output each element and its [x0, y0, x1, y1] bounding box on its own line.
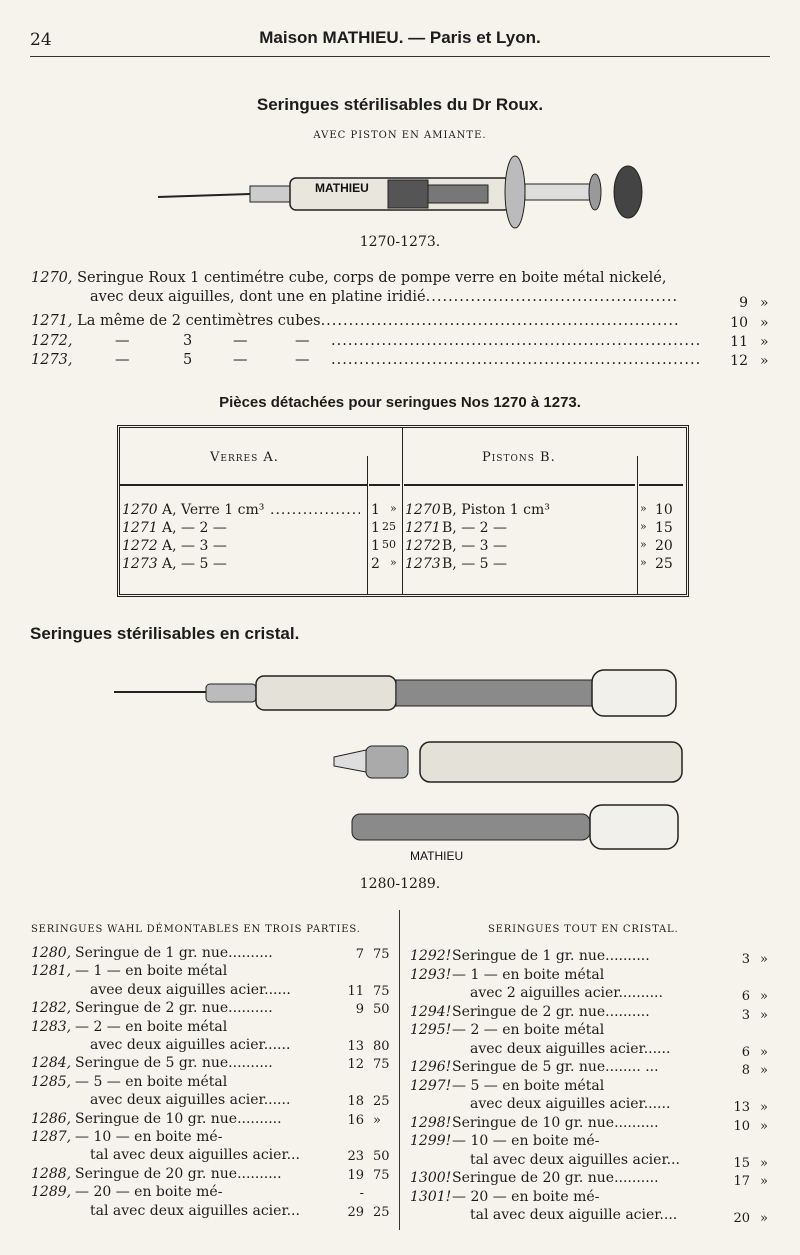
item-price-francs: 6 — [741, 1044, 750, 1060]
table-cell: B, Piston 1 cm³ — [442, 502, 550, 518]
item-ref: 1283, — [31, 1018, 72, 1035]
item-text: — 20 — en boite mé- — [75, 1184, 223, 1201]
column-divider — [399, 910, 400, 1230]
item-text: tal avec deux aiguilles acier... — [90, 1147, 300, 1164]
item-price-francs: 20 — [733, 1211, 750, 1226]
item-price-cents: 25 — [373, 1094, 390, 1110]
item-price-cents: » — [760, 1007, 768, 1023]
item-text: avec 2 aiguilles acier.......... — [470, 985, 663, 1001]
parts-column-verres: Verres A. — [210, 450, 279, 465]
table-cell: 1 — [371, 520, 380, 536]
table-cell: B, — 5 — — [442, 556, 507, 572]
item-ref: 1285, — [31, 1073, 72, 1090]
table-cell — [270, 502, 360, 518]
item-price-cents: » — [760, 1118, 768, 1134]
table-cell: » — [640, 502, 647, 515]
section-cristal-title: Seringues stérilisables en cristal. — [30, 624, 300, 643]
item-price-francs: 18 — [347, 1094, 364, 1110]
item-text: Seringue de 1 gr. nue.......... — [75, 945, 273, 961]
item-text: — 2 — en boite métal — [75, 1018, 228, 1035]
item-ref: 1299! — [410, 1133, 452, 1149]
item-price-cents: » — [760, 1155, 768, 1171]
table-cell: 1271 — [122, 520, 158, 536]
item-price-cents: » — [760, 1044, 768, 1060]
item-price-francs: 12 — [347, 1057, 364, 1073]
item-text: — 1 — en boite métal — [452, 966, 605, 983]
table-cell: 15 — [655, 520, 673, 536]
table-cell: » — [640, 538, 647, 551]
price: 12 — [730, 353, 748, 369]
item-price-francs: 13 — [733, 1100, 750, 1115]
left-list-heading: SERINGUES WAHL DÉMONTABLES EN TROIS PARTIES. — [31, 924, 361, 935]
item-ref: 1281, — [31, 963, 72, 980]
item-price-francs: 8 — [741, 1063, 750, 1078]
item-text: — 5 — en boite métal — [452, 1077, 605, 1094]
item-ref: 1288, — [31, 1165, 72, 1182]
item-text: Seringue de 2 gr. nue.......... — [75, 1000, 273, 1017]
item-price-francs: 7 — [355, 947, 364, 962]
table-cell: B, — 2 — — [442, 520, 507, 536]
section-roux-subtitle: AVEC PISTON EN AMIANTE. — [313, 130, 487, 141]
header-rule — [30, 56, 770, 57]
parts-title: Pièces détachées pour seringues Nos 1270 à 1273. — [219, 394, 581, 411]
item-ref: 1298! — [410, 1114, 452, 1131]
item-text: Seringue de 1 gr. nue.......... — [452, 948, 650, 964]
item-text: Seringue de 2 gr. nue.......... — [452, 1003, 650, 1020]
table-cell: B, — 3 — — [442, 538, 507, 554]
item-price-francs: - — [359, 1186, 364, 1202]
item-ref: 1282, — [31, 1000, 72, 1017]
item-text: avee deux aiguilles acier...... — [90, 981, 291, 998]
price-mark: » — [760, 334, 769, 350]
table-cell: A, — 3 — — [162, 538, 227, 554]
table-cell: 1273 — [122, 556, 158, 572]
table-cell: 50 — [382, 538, 396, 551]
table-cell: A, — 5 — — [162, 556, 227, 572]
roux-figure-ref: 1270-1273. — [359, 234, 441, 250]
item-ref: 1301! — [410, 1188, 452, 1205]
item-text: Seringue de 5 gr. nue.......... — [75, 1055, 273, 1072]
item-ref: 1300! — [410, 1170, 452, 1186]
item-ref: 1293! — [410, 966, 452, 983]
item-ref: 1294! — [410, 1003, 452, 1020]
table-cell: 1270 — [122, 502, 158, 518]
item-text: avec deux aiguilles acier...... — [90, 1092, 291, 1109]
item-price-francs: 3 — [741, 1007, 750, 1023]
item-ref: 1280, — [31, 945, 72, 961]
table-cell: 1271 — [405, 520, 441, 536]
table-cell: 1270 — [405, 502, 441, 518]
table-cell: 1273 — [405, 556, 441, 572]
item-price-francs: 13 — [347, 1039, 364, 1054]
item-price-francs: 6 — [741, 989, 750, 1004]
right-list-heading: SERINGUES TOUT EN CRISTAL. — [488, 924, 679, 935]
list-item: 1273, — 5 — — ..... — [31, 352, 73, 368]
item-price-cents: 80 — [373, 1039, 390, 1054]
page-title: Maison MATHIEU. — Paris et Lyon. — [259, 28, 541, 47]
price: 10 — [730, 315, 748, 331]
list-item: 1272, — 3 — — ..... — [31, 333, 73, 349]
item-price-cents: 75 — [373, 983, 390, 999]
item-text: Seringue de 5 gr. nue........ ... — [452, 1059, 659, 1075]
item-text: avec deux aiguilles acier...... — [470, 1096, 671, 1112]
parts-column-pistons: Pistons B. — [482, 450, 556, 465]
item-text: Seringue de 20 gr. nue.......... — [75, 1165, 282, 1182]
roux-engraving-text: MATHIEU — [315, 181, 369, 195]
item-price-francs: 29 — [347, 1204, 364, 1220]
item-text: tal avec deux aiguilles acier... — [470, 1151, 680, 1168]
item-price-cents: » — [760, 1174, 768, 1189]
price-mark: » — [760, 295, 769, 311]
item-ref: 1297! — [410, 1077, 452, 1094]
table-cell: 1 — [371, 538, 380, 554]
table-cell: » — [390, 502, 397, 515]
item-price-cents: 25 — [373, 1204, 390, 1220]
price: 9 — [739, 295, 748, 311]
item-price-cents: 50 — [373, 1149, 390, 1165]
item-price-francs: 17 — [733, 1174, 750, 1189]
table-cell: 10 — [655, 502, 673, 518]
item-text: tal avec deux aiguille acier.... — [470, 1207, 678, 1223]
price-mark: » — [760, 353, 769, 369]
item-ref: 1284, — [31, 1055, 72, 1072]
item-price-francs: 11 — [347, 983, 364, 999]
item-price-francs: 23 — [347, 1149, 364, 1165]
cristal-engraving-text: MATHIEU — [410, 849, 464, 862]
item-ref: 1296! — [410, 1059, 452, 1075]
item-price-cents: » — [373, 1112, 381, 1128]
table-cell: » — [390, 556, 397, 569]
item-ref: 1287, — [31, 1129, 72, 1145]
item-price-cents: 50 — [373, 1002, 390, 1018]
item-text: Seringue de 20 gr. nue.......... — [452, 1170, 659, 1186]
table-cell: » — [640, 520, 647, 533]
item-price-francs: 9 — [355, 1002, 364, 1018]
table-cell: A, — 2 — — [162, 520, 227, 536]
table-cell: 25 — [655, 556, 673, 572]
item-text: — 10 — en boite mé- — [452, 1133, 600, 1149]
table-cell: 25 — [382, 520, 396, 533]
item-ref: 1295! — [410, 1022, 452, 1038]
item-price-cents: » — [760, 1100, 768, 1115]
page-number: 24 — [30, 30, 52, 50]
cristal-figure-ref: 1280-1289. — [359, 876, 441, 892]
item-price-francs: 3 — [741, 952, 750, 967]
item-price-francs: 16 — [347, 1112, 364, 1128]
table-cell: 2 — [371, 556, 380, 572]
item-text: avec deux aiguilles acier...... — [470, 1040, 671, 1057]
cristal-syringe-illustration — [110, 662, 690, 862]
item-price-cents: » — [760, 952, 768, 967]
table-cell: 1272 — [122, 538, 158, 554]
item-price-francs: 10 — [733, 1118, 750, 1134]
roux-syringe-illustration — [150, 148, 660, 238]
table-cell: 20 — [655, 538, 673, 554]
item-text: — 10 — en boite mé- — [75, 1129, 223, 1145]
item-text: tal avec deux aiguilles acier... — [90, 1202, 300, 1219]
list-item: 1271, La même de 2 centimètres cubes..... — [31, 313, 681, 329]
table-cell: A, Verre 1 cm³ — [162, 502, 265, 518]
price: 11 — [730, 334, 748, 350]
list-item: 1270, Seringue Roux 1 centimétre cube, corps de pompe verre en boite métal nickelé, — [31, 270, 667, 286]
page-header — [0, 14, 800, 54]
item-text: — 5 — en boite métal — [75, 1073, 228, 1090]
item-price-cents: » — [760, 1211, 768, 1226]
item-text: — 1 — en boite métal — [75, 963, 228, 980]
price-mark: » — [760, 315, 769, 331]
item-text: avec deux aiguilles acier...... — [90, 1037, 291, 1053]
item-price-francs: 19 — [347, 1167, 364, 1183]
item-text: — 2 — en boite métal — [452, 1022, 605, 1038]
table-cell: 1272 — [405, 538, 441, 554]
item-price-francs: 15 — [733, 1155, 750, 1171]
item-ref: 1286, — [31, 1110, 72, 1127]
item-text: Seringue de 10 gr. nue.......... — [75, 1110, 282, 1127]
parts-table — [117, 425, 689, 597]
item-text: Seringue de 10 gr. nue.......... — [452, 1114, 659, 1131]
item-price-cents: 75 — [373, 1057, 390, 1073]
list-item: avec deux aiguilles, dont une en platine iridié..... — [90, 289, 676, 305]
table-cell: » — [640, 556, 647, 569]
section-roux-title: Seringues stérilisables du Dr Roux. — [256, 95, 544, 114]
item-ref: 1292! — [410, 948, 452, 964]
item-price-cents: » — [760, 989, 768, 1004]
item-price-cents: » — [760, 1063, 768, 1078]
item-price-cents: 75 — [373, 1167, 390, 1183]
item-text: — 20 — en boite mé- — [452, 1188, 600, 1205]
table-cell: 1 — [371, 502, 380, 518]
item-ref: 1289, — [31, 1184, 72, 1201]
item-price-cents: 75 — [373, 947, 390, 962]
